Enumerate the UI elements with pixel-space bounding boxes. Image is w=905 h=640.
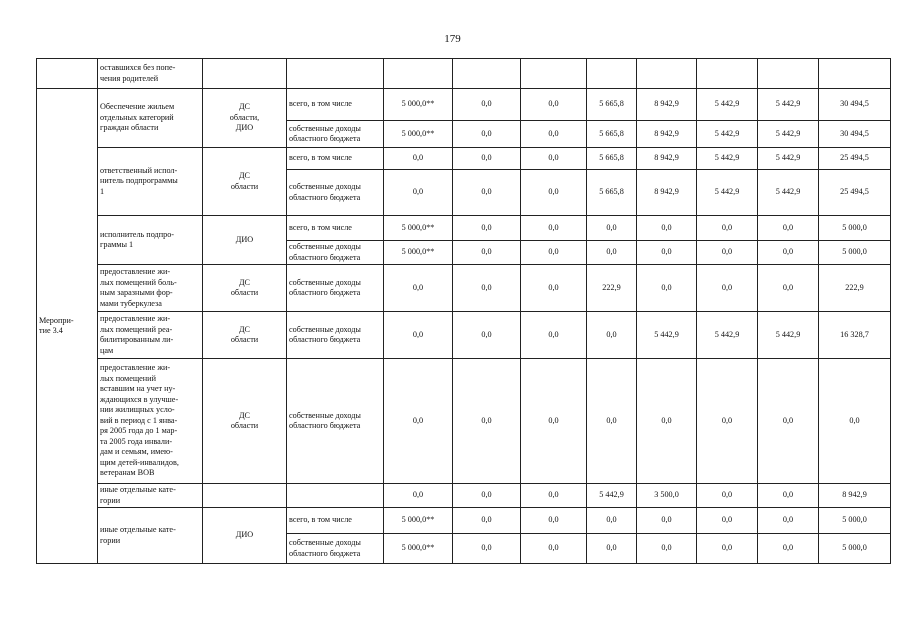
funding-source-cell: всего, в том числе [287, 148, 384, 170]
name-cell: предоставление жи- лых помещений реа- билитированным ли- цам [98, 312, 203, 359]
value-cell: 0,0 [521, 484, 587, 508]
value-cell: 0,0 [758, 484, 819, 508]
name-cell: Обеспечение жильем отдельных категорий граждан области [98, 89, 203, 148]
responsible-cell: ДС области [203, 265, 287, 312]
value-cell: 8 942,9 [637, 121, 697, 148]
value-cell: 8 942,9 [637, 148, 697, 170]
value-cell: 0,0 [587, 534, 637, 564]
funding-source-cell: всего, в том числе [287, 508, 384, 534]
table-row [37, 216, 891, 241]
value-cell: 30 494,5 [819, 89, 891, 121]
name-cell: предоставление жи- лых помещений боль- ным заразными фор- мами туберкулеза [98, 265, 203, 312]
value-cell: 0,0 [453, 216, 521, 241]
value-cell: 0,0 [758, 359, 819, 484]
value-cell: 0,0 [453, 359, 521, 484]
value-cell: 5 000,0** [384, 89, 453, 121]
funding-source-cell: всего, в том числе [287, 216, 384, 241]
value-cell: 0,0 [758, 265, 819, 312]
value-cell: 0,0 [697, 359, 758, 484]
value-cell: 8 942,9 [637, 170, 697, 216]
value-cell: 5 000,0** [384, 216, 453, 241]
value-cell: 5 442,9 [697, 170, 758, 216]
value-cell: 0,0 [697, 484, 758, 508]
measure-cell: Меропри- тие 3.4 [37, 89, 98, 564]
value-cell: 0,0 [758, 534, 819, 564]
responsible-cell: ДС области [203, 359, 287, 484]
value-cell: 5 442,9 [697, 89, 758, 121]
value-cell: 0,0 [384, 484, 453, 508]
funding-source-cell: собственные доходы областного бюджета [287, 121, 384, 148]
table-row [37, 89, 891, 121]
value-cell: 5 442,9 [697, 121, 758, 148]
value-cell: 0,0 [521, 170, 587, 216]
value-cell: 0,0 [521, 121, 587, 148]
name-cell: иные отдельные кате- гории [98, 484, 203, 508]
value-cell: 0,0 [384, 170, 453, 216]
value-cell: 0,0 [384, 359, 453, 484]
value-cell: 0,0 [453, 170, 521, 216]
value-cell: 5 000,0 [819, 534, 891, 564]
table-row [37, 508, 891, 534]
funding-source-cell [287, 59, 384, 89]
name-cell: оставшихся без попе- чения родителей [98, 59, 203, 89]
value-cell: 0,0 [453, 312, 521, 359]
value-cell: 3 500,0 [637, 484, 697, 508]
value-cell: 0,0 [758, 508, 819, 534]
measure-cell [37, 59, 98, 89]
table-row [37, 265, 891, 312]
budget-table [36, 58, 891, 564]
value-cell: 0,0 [637, 216, 697, 241]
value-cell: 0,0 [521, 508, 587, 534]
value-cell: 5 442,9 [758, 312, 819, 359]
name-cell: исполнитель подпро- граммы 1 [98, 216, 203, 265]
value-cell [819, 59, 891, 89]
value-cell: 25 494,5 [819, 170, 891, 216]
value-cell: 5 665,8 [587, 89, 637, 121]
value-cell: 30 494,5 [819, 121, 891, 148]
table-row [37, 484, 891, 508]
funding-source-cell [287, 484, 384, 508]
value-cell: 0,0 [384, 312, 453, 359]
value-cell: 222,9 [587, 265, 637, 312]
funding-source-cell: всего, в том числе [287, 89, 384, 121]
value-cell [758, 59, 819, 89]
value-cell [697, 59, 758, 89]
value-cell: 0,0 [453, 265, 521, 312]
funding-source-cell: собственные доходы областного бюджета [287, 170, 384, 216]
value-cell: 0,0 [697, 216, 758, 241]
value-cell: 0,0 [637, 241, 697, 265]
value-cell: 0,0 [697, 265, 758, 312]
funding-source-cell: собственные доходы областного бюджета [287, 359, 384, 484]
value-cell: 0,0 [587, 241, 637, 265]
value-cell: 0,0 [384, 265, 453, 312]
value-cell: 0,0 [758, 241, 819, 265]
responsible-cell: ДС области [203, 148, 287, 216]
table-row [37, 359, 891, 484]
value-cell: 0,0 [637, 534, 697, 564]
name-cell: иные отдельные кате- гории [98, 508, 203, 564]
value-cell: 0,0 [758, 216, 819, 241]
value-cell: 5 442,9 [697, 312, 758, 359]
value-cell [453, 59, 521, 89]
value-cell: 0,0 [637, 508, 697, 534]
table-row [37, 312, 891, 359]
responsible-cell: ДИО [203, 216, 287, 265]
responsible-cell [203, 484, 287, 508]
value-cell: 0,0 [587, 508, 637, 534]
value-cell: 5 000,0 [819, 508, 891, 534]
value-cell: 0,0 [521, 312, 587, 359]
value-cell: 0,0 [521, 534, 587, 564]
value-cell: 8 942,9 [637, 89, 697, 121]
table-row [37, 59, 891, 89]
value-cell: 5 442,9 [587, 484, 637, 508]
responsible-cell: ДИО [203, 508, 287, 564]
value-cell: 5 665,8 [587, 148, 637, 170]
value-cell: 5 000,0 [819, 241, 891, 265]
value-cell: 5 442,9 [758, 121, 819, 148]
funding-source-cell: собственные доходы областного бюджета [287, 241, 384, 265]
responsible-cell: ДС области [203, 312, 287, 359]
value-cell: 0,0 [697, 534, 758, 564]
responsible-cell: ДС области, ДИО [203, 89, 287, 148]
value-cell: 0,0 [697, 241, 758, 265]
table-row [37, 148, 891, 170]
value-cell: 0,0 [453, 148, 521, 170]
value-cell: 0,0 [384, 148, 453, 170]
value-cell: 0,0 [587, 359, 637, 484]
value-cell: 0,0 [819, 359, 891, 484]
value-cell: 5 442,9 [758, 148, 819, 170]
value-cell: 0,0 [587, 216, 637, 241]
name-cell: предоставление жи- лых помещений вставшим на учет ну- ждающихся в улучше- нии жилищных усло- вий в период с 1 янва- ря 2005 года до 1 мар- та 2005 года инвали- дам и семьям, имею- щим детей-инвалидов, ветеранам ВОВ [98, 359, 203, 484]
value-cell: 5 000,0** [384, 121, 453, 148]
value-cell: 5 000,0 [819, 216, 891, 241]
value-cell: 5 442,9 [758, 89, 819, 121]
value-cell: 0,0 [453, 121, 521, 148]
responsible-cell [203, 59, 287, 89]
value-cell: 0,0 [587, 312, 637, 359]
value-cell: 0,0 [637, 359, 697, 484]
value-cell: 0,0 [521, 265, 587, 312]
value-cell: 0,0 [521, 216, 587, 241]
value-cell: 5 442,9 [697, 148, 758, 170]
value-cell [384, 59, 453, 89]
value-cell: 5 000,0** [384, 508, 453, 534]
value-cell: 5 000,0** [384, 241, 453, 265]
value-cell [521, 59, 587, 89]
value-cell: 0,0 [697, 508, 758, 534]
value-cell: 5 665,8 [587, 121, 637, 148]
value-cell: 0,0 [521, 359, 587, 484]
value-cell [637, 59, 697, 89]
funding-source-cell: собственные доходы областного бюджета [287, 534, 384, 564]
value-cell [587, 59, 637, 89]
value-cell: 0,0 [453, 534, 521, 564]
value-cell: 25 494,5 [819, 148, 891, 170]
value-cell: 5 665,8 [587, 170, 637, 216]
funding-source-cell: собственные доходы областного бюджета [287, 265, 384, 312]
value-cell: 0,0 [637, 265, 697, 312]
value-cell: 222,9 [819, 265, 891, 312]
value-cell: 0,0 [521, 148, 587, 170]
value-cell: 0,0 [453, 508, 521, 534]
value-cell: 5 000,0** [384, 534, 453, 564]
value-cell: 0,0 [453, 484, 521, 508]
name-cell: ответственный испол- нитель подпрограммы 1 [98, 148, 203, 216]
value-cell: 16 328,7 [819, 312, 891, 359]
value-cell: 8 942,9 [819, 484, 891, 508]
value-cell: 0,0 [521, 241, 587, 265]
funding-source-cell: собственные доходы областного бюджета [287, 312, 384, 359]
page-number: 179 [444, 33, 461, 45]
value-cell: 5 442,9 [637, 312, 697, 359]
value-cell: 5 442,9 [758, 170, 819, 216]
value-cell: 0,0 [521, 89, 587, 121]
value-cell: 0,0 [453, 89, 521, 121]
value-cell: 0,0 [453, 241, 521, 265]
